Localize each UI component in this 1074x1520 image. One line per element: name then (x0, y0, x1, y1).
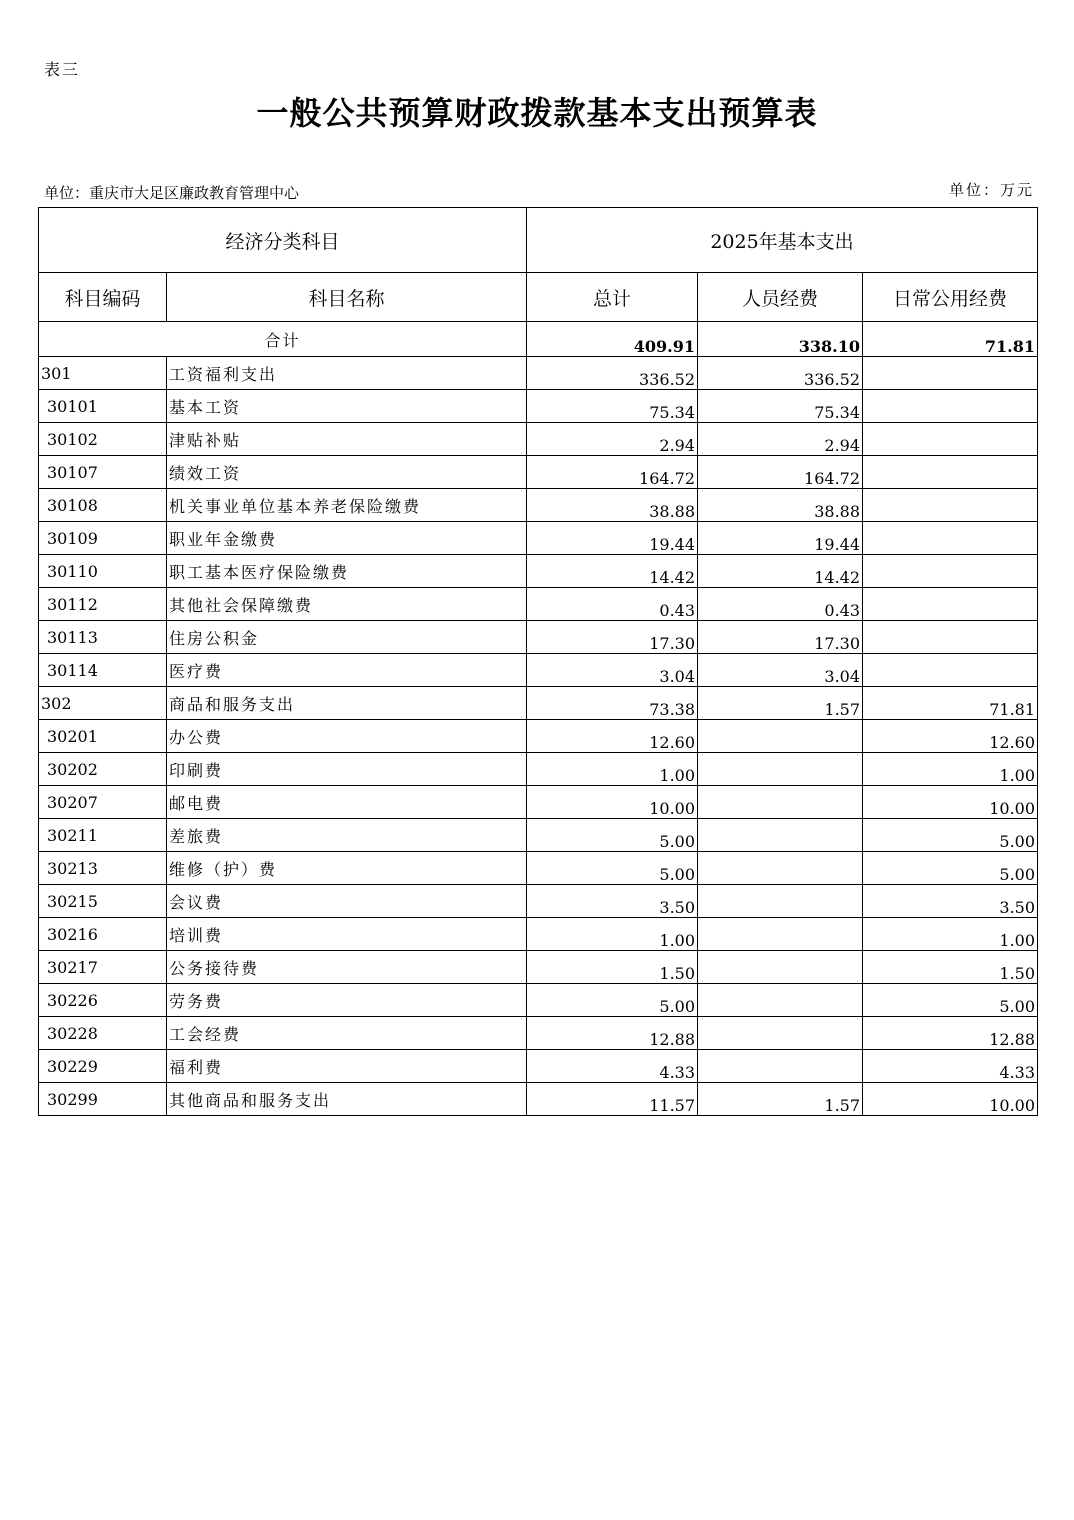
row-public: 3.50 (863, 885, 1038, 918)
row-public: 10.00 (863, 786, 1038, 819)
row-public (863, 357, 1038, 390)
row-total: 73.38 (527, 687, 698, 720)
row-personnel: 336.52 (698, 357, 863, 390)
header-total: 总计 (527, 273, 698, 322)
row-personnel: 75.34 (698, 390, 863, 423)
row-total: 164.72 (527, 456, 698, 489)
table-row (39, 555, 1038, 588)
row-public (863, 654, 1038, 687)
row-total: 2.94 (527, 423, 698, 456)
table-row (39, 918, 1038, 951)
row-personnel (698, 1017, 863, 1050)
table-row (39, 984, 1038, 1017)
table-row (39, 1083, 1038, 1116)
row-personnel (698, 951, 863, 984)
table-row (39, 390, 1038, 423)
row-name: 会议费 (167, 885, 527, 918)
row-code: 30228 (39, 1017, 167, 1050)
row-public (863, 489, 1038, 522)
table-row (39, 588, 1038, 621)
row-total: 3.50 (527, 885, 698, 918)
table-row (39, 1017, 1038, 1050)
header-economic-category: 经济分类科目 (39, 208, 527, 273)
row-personnel: 19.44 (698, 522, 863, 555)
row-total: 11.57 (527, 1083, 698, 1116)
row-name: 邮电费 (167, 786, 527, 819)
row-code: 30112 (39, 588, 167, 621)
row-name: 津贴补贴 (167, 423, 527, 456)
row-personnel: 17.30 (698, 621, 863, 654)
table-row (39, 951, 1038, 984)
row-public (863, 621, 1038, 654)
row-total: 38.88 (527, 489, 698, 522)
row-public: 12.88 (863, 1017, 1038, 1050)
row-code: 30113 (39, 621, 167, 654)
table-row (39, 885, 1038, 918)
row-total: 12.88 (527, 1017, 698, 1050)
row-code: 30101 (39, 390, 167, 423)
row-name: 办公费 (167, 720, 527, 753)
table-row (39, 720, 1038, 753)
row-name: 商品和服务支出 (167, 687, 527, 720)
row-public: 71.81 (863, 687, 1038, 720)
header-row-group (39, 208, 1038, 273)
row-personnel: 14.42 (698, 555, 863, 588)
table-row (39, 522, 1038, 555)
organization-unit: 单位：重庆市大足区廉政教育管理中心 (44, 184, 300, 202)
row-total: 5.00 (527, 852, 698, 885)
row-name: 住房公积金 (167, 621, 527, 654)
row-total: 336.52 (527, 357, 698, 390)
header-subject-code: 科目编码 (39, 273, 167, 322)
total-label: 合计 (39, 322, 527, 357)
row-public (863, 522, 1038, 555)
row-name: 维修（护）费 (167, 852, 527, 885)
row-name: 印刷费 (167, 753, 527, 786)
table-row (39, 852, 1038, 885)
row-personnel (698, 918, 863, 951)
row-code: 30213 (39, 852, 167, 885)
row-personnel: 2.94 (698, 423, 863, 456)
row-code: 30215 (39, 885, 167, 918)
row-personnel: 1.57 (698, 1083, 863, 1116)
row-name: 差旅费 (167, 819, 527, 852)
row-public (863, 456, 1038, 489)
budget-table (38, 207, 1038, 1116)
row-personnel: 1.57 (698, 687, 863, 720)
row-name: 公务接待费 (167, 951, 527, 984)
table-row (39, 786, 1038, 819)
table-row (39, 489, 1038, 522)
row-public: 10.00 (863, 1083, 1038, 1116)
row-total: 0.43 (527, 588, 698, 621)
row-code: 30207 (39, 786, 167, 819)
table-row (39, 753, 1038, 786)
total-sum: 409.91 (527, 322, 698, 357)
row-public (863, 588, 1038, 621)
header-row-columns (39, 273, 1038, 322)
row-total: 1.00 (527, 753, 698, 786)
table-row (39, 819, 1038, 852)
page-title: 一般公共预算财政拨款基本支出预算表 (256, 94, 818, 132)
row-personnel: 0.43 (698, 588, 863, 621)
row-name: 工会经费 (167, 1017, 527, 1050)
row-personnel: 38.88 (698, 489, 863, 522)
row-name: 其他社会保障缴费 (167, 588, 527, 621)
row-name: 绩效工资 (167, 456, 527, 489)
row-personnel (698, 819, 863, 852)
row-total: 19.44 (527, 522, 698, 555)
row-name: 福利费 (167, 1050, 527, 1083)
row-name: 工资福利支出 (167, 357, 527, 390)
row-code: 30114 (39, 654, 167, 687)
row-total: 10.00 (527, 786, 698, 819)
row-personnel (698, 720, 863, 753)
row-public: 1.00 (863, 753, 1038, 786)
total-public: 71.81 (863, 322, 1038, 357)
row-total: 1.00 (527, 918, 698, 951)
row-total: 5.00 (527, 819, 698, 852)
table-row (39, 1050, 1038, 1083)
row-name: 其他商品和服务支出 (167, 1083, 527, 1116)
row-personnel (698, 984, 863, 1017)
row-code: 30211 (39, 819, 167, 852)
row-public: 5.00 (863, 819, 1038, 852)
row-personnel: 3.04 (698, 654, 863, 687)
table-row (39, 423, 1038, 456)
row-personnel (698, 786, 863, 819)
row-code: 30110 (39, 555, 167, 588)
row-code: 301 (39, 357, 167, 390)
table-row (39, 456, 1038, 489)
row-name: 劳务费 (167, 984, 527, 1017)
header-personnel-expense: 人员经费 (698, 273, 863, 322)
table-row (39, 687, 1038, 720)
row-personnel (698, 885, 863, 918)
row-name: 职业年金缴费 (167, 522, 527, 555)
header-public-expense: 日常公用经费 (863, 273, 1038, 322)
row-total: 5.00 (527, 984, 698, 1017)
row-name: 医疗费 (167, 654, 527, 687)
row-total: 17.30 (527, 621, 698, 654)
currency-unit: 单位：万元 (948, 181, 1034, 199)
row-personnel (698, 1050, 863, 1083)
header-subject-name: 科目名称 (167, 273, 527, 322)
row-public: 1.00 (863, 918, 1038, 951)
total-row (39, 322, 1038, 357)
table-label: 表三 (44, 60, 81, 79)
row-code: 30299 (39, 1083, 167, 1116)
row-personnel (698, 753, 863, 786)
row-total: 3.04 (527, 654, 698, 687)
row-code: 30201 (39, 720, 167, 753)
row-public (863, 555, 1038, 588)
row-code: 30226 (39, 984, 167, 1017)
row-personnel (698, 852, 863, 885)
row-total: 14.42 (527, 555, 698, 588)
row-total: 4.33 (527, 1050, 698, 1083)
row-code: 30217 (39, 951, 167, 984)
row-code: 30216 (39, 918, 167, 951)
row-code: 30102 (39, 423, 167, 456)
total-personnel: 338.10 (698, 322, 863, 357)
row-code: 30109 (39, 522, 167, 555)
row-public: 12.60 (863, 720, 1038, 753)
row-name: 职工基本医疗保险缴费 (167, 555, 527, 588)
row-code: 302 (39, 687, 167, 720)
row-total: 75.34 (527, 390, 698, 423)
row-code: 30229 (39, 1050, 167, 1083)
row-total: 1.50 (527, 951, 698, 984)
row-public (863, 390, 1038, 423)
row-public (863, 423, 1038, 456)
row-code: 30108 (39, 489, 167, 522)
row-code: 30107 (39, 456, 167, 489)
table-row (39, 654, 1038, 687)
row-name: 机关事业单位基本养老保险缴费 (167, 489, 527, 522)
row-name: 培训费 (167, 918, 527, 951)
row-personnel: 164.72 (698, 456, 863, 489)
row-total: 12.60 (527, 720, 698, 753)
row-name: 基本工资 (167, 390, 527, 423)
row-code: 30202 (39, 753, 167, 786)
header-year-basic-expenditure: 2025年基本支出 (527, 208, 1038, 273)
row-public: 5.00 (863, 984, 1038, 1017)
row-public: 1.50 (863, 951, 1038, 984)
row-public: 5.00 (863, 852, 1038, 885)
table-row (39, 357, 1038, 390)
row-public: 4.33 (863, 1050, 1038, 1083)
table-row (39, 621, 1038, 654)
